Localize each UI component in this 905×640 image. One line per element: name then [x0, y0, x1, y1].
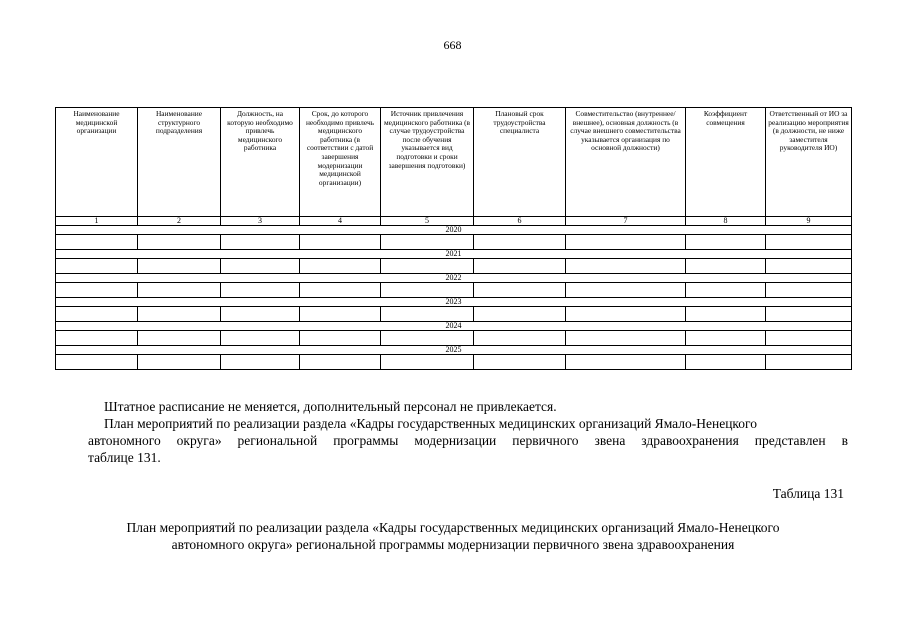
table-cell — [686, 355, 766, 370]
year-row — [56, 322, 852, 331]
table-cell — [566, 235, 686, 250]
column-number-cell: 7 — [566, 217, 686, 226]
header-cell: Источник привлечения медицинского работника (в случае трудоустройства после обучения указывается вид подготовки и сроки завершения подготовки) — [381, 108, 474, 217]
table-cell — [566, 259, 686, 274]
table-cell — [300, 355, 381, 370]
column-number-cell: 4 — [300, 217, 381, 226]
table-cell — [138, 235, 221, 250]
table-cell — [56, 307, 138, 322]
table-cell — [56, 283, 138, 298]
header-cell: Наименование медицинской организации — [56, 108, 138, 217]
year-cell: 2025 — [56, 346, 852, 355]
table-cell — [766, 331, 852, 346]
table-cell — [766, 283, 852, 298]
year-row — [56, 226, 852, 235]
table-row — [56, 331, 852, 346]
table-cell — [686, 307, 766, 322]
year-cell: 2022 — [56, 274, 852, 283]
table-cell — [766, 355, 852, 370]
table-cell — [566, 307, 686, 322]
table-cell — [300, 283, 381, 298]
column-number-cell: 1 — [56, 217, 138, 226]
header-cell: Совместительство (внутреннее/внешнее), основная должность (в случае внешнего совместительства указывается организация по основной должности) — [566, 108, 686, 217]
table-cell — [474, 283, 566, 298]
column-number-cell: 9 — [766, 217, 852, 226]
table-cell — [381, 283, 474, 298]
page-number: 668 — [443, 38, 462, 52]
table-cell — [221, 259, 300, 274]
header-cell: Срок, до которого необходимо привлечь медицинского работника (в соответствии с датой завершения модернизации медицинской организации) — [300, 108, 381, 217]
year-row — [56, 298, 852, 307]
table-cell — [566, 355, 686, 370]
header-row — [56, 108, 852, 217]
header-cell: Плановый срок трудоустройства специалиста — [474, 108, 566, 217]
table-row — [56, 283, 852, 298]
table-row — [56, 355, 852, 370]
table-cell — [300, 331, 381, 346]
header-cell: Наименование структурного подразделения — [138, 108, 221, 217]
year-cell: 2023 — [56, 298, 852, 307]
header-cell: Ответственный от ИО за реализацию мероприятия (в должности, не ниже заместителя руководителя ИО) — [766, 108, 852, 217]
column-number-cell: 6 — [474, 217, 566, 226]
column-number-cell: 5 — [381, 217, 474, 226]
table-caption — [55, 519, 851, 553]
table-cell — [566, 283, 686, 298]
header-cell: Должность, на которую необходимо привлечь медицинского работника — [221, 108, 300, 217]
table-row — [56, 259, 852, 274]
table-cell — [221, 283, 300, 298]
table-cell — [221, 331, 300, 346]
table-cell — [566, 331, 686, 346]
table-cell — [686, 283, 766, 298]
table-cell — [300, 259, 381, 274]
table-cell — [300, 235, 381, 250]
table-cell — [56, 259, 138, 274]
table-cell — [474, 355, 566, 370]
table-cell — [138, 259, 221, 274]
header-cell: Коэффициент совмещения — [686, 108, 766, 217]
table-cell — [138, 355, 221, 370]
table-cell — [381, 259, 474, 274]
year-row — [56, 250, 852, 259]
table-cell — [221, 355, 300, 370]
column-number-cell: 8 — [686, 217, 766, 226]
table-cell — [381, 331, 474, 346]
staffing-plan-table — [55, 107, 852, 370]
table-cell — [686, 331, 766, 346]
table-cell — [474, 307, 566, 322]
table-cell — [300, 307, 381, 322]
table-cell — [381, 307, 474, 322]
body-paragraph-staffing: Штатное расписание не меняется, дополнительный персонал не привлекается. — [104, 399, 557, 414]
body-paragraph-plan-line2: автономного округа» региональной программы модернизации первичного звена здравоохранения представлен в — [88, 433, 848, 448]
column-number-cell: 2 — [138, 217, 221, 226]
table-cell — [138, 331, 221, 346]
body-paragraph-plan-line3: таблице 131. — [88, 450, 161, 465]
table-cell — [766, 307, 852, 322]
table-row — [56, 235, 852, 250]
table-cell — [56, 355, 138, 370]
year-cell: 2020 — [56, 226, 852, 235]
table-cell — [56, 331, 138, 346]
year-row — [56, 274, 852, 283]
table-cell — [686, 235, 766, 250]
year-cell: 2021 — [56, 250, 852, 259]
table-cell — [474, 331, 566, 346]
table-caption-line: автономного округа» региональной программы модернизации первичного звена здравоохранения — [171, 537, 735, 552]
table-number-label: Таблица 131 — [772, 486, 844, 501]
year-cell: 2024 — [56, 322, 852, 331]
table-cell — [221, 235, 300, 250]
table-cell — [686, 259, 766, 274]
table-cell — [381, 235, 474, 250]
table-cell — [766, 259, 852, 274]
year-row — [56, 346, 852, 355]
column-number-cell: 3 — [221, 217, 300, 226]
table-cell — [138, 307, 221, 322]
table-cell — [474, 235, 566, 250]
table-cell — [766, 235, 852, 250]
table-caption-line: План мероприятий по реализации раздела «Кадры государственных медицинских организаций Ямало-Ненецкого — [126, 520, 780, 535]
table-cell — [56, 235, 138, 250]
table-cell — [138, 283, 221, 298]
table-row — [56, 307, 852, 322]
table-cell — [221, 307, 300, 322]
table-cell — [381, 355, 474, 370]
table-cell — [474, 259, 566, 274]
body-paragraph-plan-line1: План мероприятий по реализации раздела «Кадры государственных медицинских организаций Ямало-Ненецкого — [104, 416, 757, 431]
